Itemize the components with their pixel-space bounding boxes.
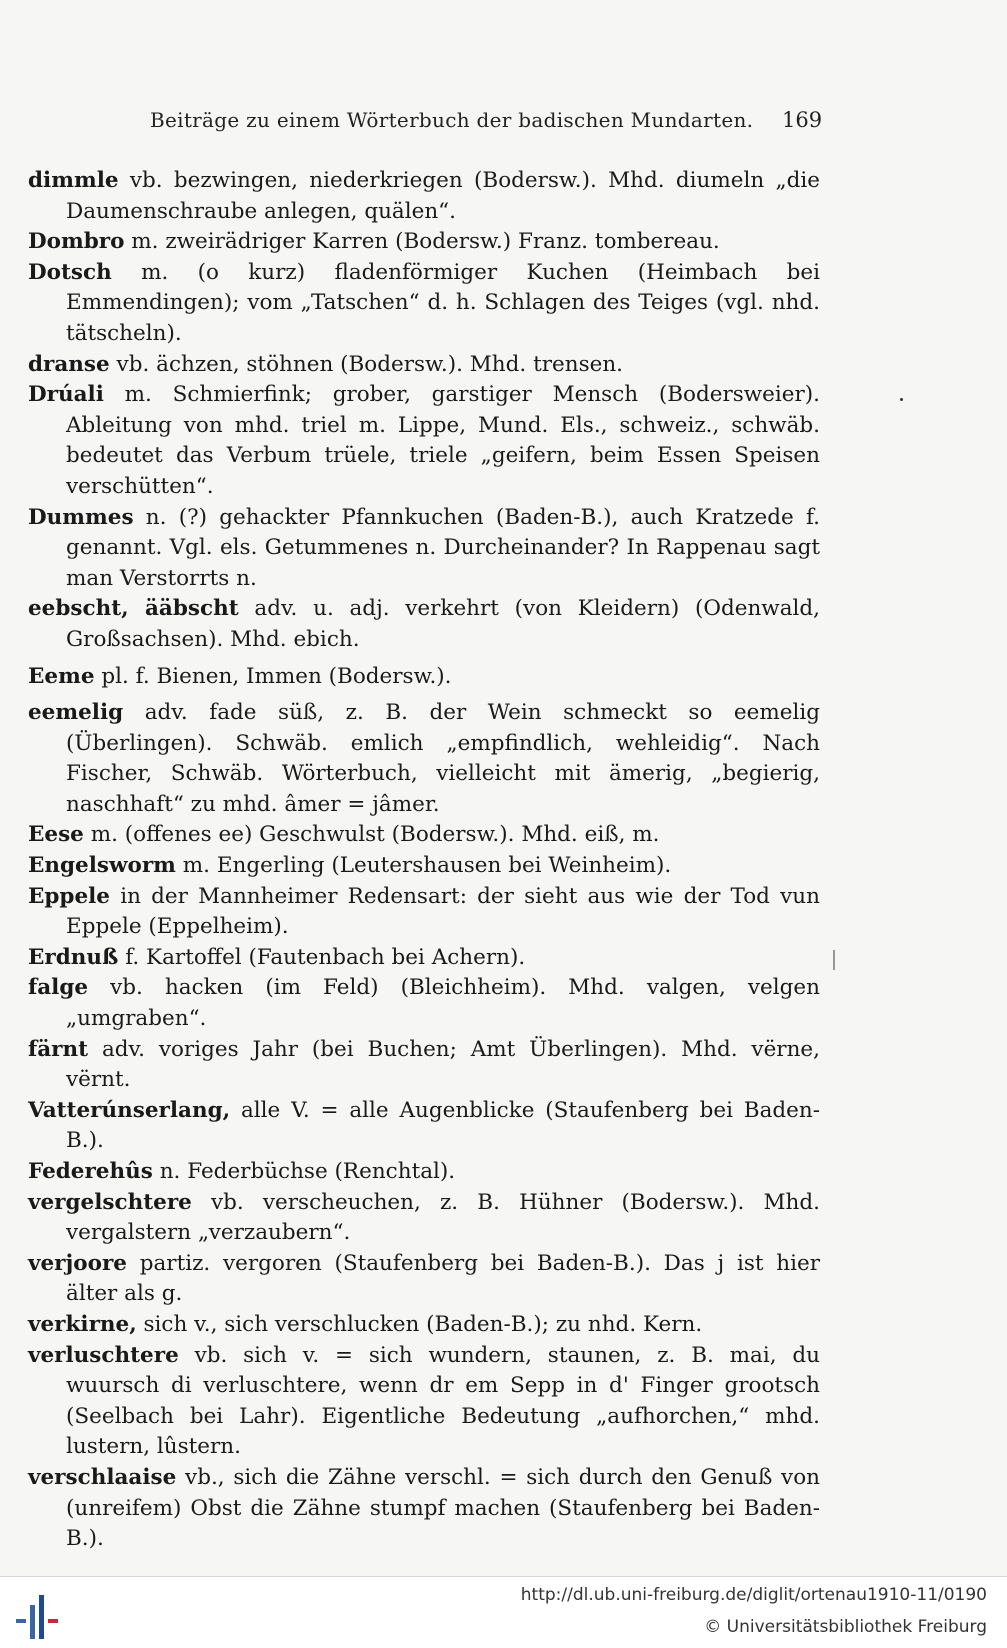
headword: vergelschtere (28, 1189, 192, 1215)
entry-text: vb. ächzen, stöhnen (Bodersw.). Mhd. trensen. (109, 351, 624, 377)
entry-text: adv. fade süß, z. B. der Wein schmeckt so eemelig (Überlingen). Schwäb. emlich „empfindlich, wehleidig“. Nach Fischer, Schwäb. Wörterbuch, vielleicht mit ämerig, „begierig, naschhaft“ zu mhd. âmer = jâmer. (66, 700, 820, 817)
dictionary-entry (28, 594, 820, 655)
headword: eemelig (28, 700, 124, 726)
entry-text: m. Schmierfink; grober, garstiger Mensch (Bodersweier). Ableitung von mhd. triel m. Lippe, Mund. Els., schweiz., schwäb. bedeutet das Verbum trüele, triele „geifern, beim Essen Speisen verschütten“. (66, 382, 820, 499)
headword: Dummes (28, 504, 134, 530)
headword: Dombro (28, 229, 125, 255)
dictionary-entry (28, 662, 820, 693)
dictionary-entry (28, 380, 820, 502)
dictionary-entry (28, 851, 820, 882)
dictionary-entry (28, 1157, 820, 1188)
headword: Vatterúnserlang, (28, 1097, 231, 1123)
entry-text: m. (offenes ee) Geschwulst (Bodersw.). Mhd. eiß, m. (83, 822, 660, 848)
dictionary-entry (28, 166, 820, 227)
dictionary-entry (28, 1035, 820, 1096)
headword: Engelsworm (28, 853, 176, 879)
entry-text: m. (o kurz) fladenförmiger Kuchen (Heimbach bei Emmendingen); vom „Tatschen“ d. h. Schlagen des Teiges (vgl. nhd. tätscheln). (66, 259, 820, 346)
dictionary-entry (28, 258, 820, 350)
scan-speck (900, 398, 903, 401)
headword: Eeme (28, 663, 95, 689)
dictionary-entries (28, 166, 820, 1555)
headword: Dotsch (28, 259, 112, 285)
entry-text: adv. u. adj. verkehrt (von Kleidern) (Odenwald, Großsachsen). Mhd. ebich. (66, 596, 820, 652)
dictionary-entry (28, 943, 820, 974)
entry-text: vb. sich v. = sich wundern, staunen, z. B. mai, du wuursch di verluschtere, wenn dr em Sepp in d' Finger grootsch (Seelbach bei Lahr). Eigentliche Bedeutung „aufhorchen,“ mhd. lustern, lûstern. (66, 1342, 820, 1460)
headword: verluschtere (28, 1342, 179, 1368)
entry-text: sich v., sich verschlucken (Baden-B.); zu nhd. Kern. (136, 1311, 703, 1337)
headword: Eppele (28, 883, 110, 909)
dictionary-entry (28, 1188, 820, 1249)
viewer-footer (0, 1576, 1007, 1648)
dictionary-entry (28, 820, 820, 851)
entry-text: in der Mannheimer Redensart: der sieht aus wie der Tod vun Eppele (Eppelheim). (66, 883, 820, 940)
running-title: Beiträge zu einem Wörterbuch der badischen Mundarten. (150, 108, 754, 132)
headword: Federehûs (28, 1159, 153, 1184)
source-url-link[interactable]: http://dl.ub.uni-freiburg.de/diglit/ortenau1910-11/0190 (520, 1585, 987, 1605)
entry-text: f. Kartoffel (Fautenbach bei Achern). (118, 944, 526, 970)
entry-text: pl. f. Bienen, Immen (Bodersw.). (94, 663, 452, 689)
dictionary-entry (28, 350, 820, 381)
headword: Drúali (28, 382, 104, 408)
entry-text: m. Engerling (Leutershausen bei Weinheim). (175, 853, 672, 879)
ub-freiburg-logo-icon (16, 1595, 64, 1639)
entry-text: n. (?) gehackter Pfannkuchen (Baden-B.), auch Kratzede f. genannt. Vgl. els. Getummenes n. Durcheinander? In Rappenau sagt man Verstorrts n. (66, 504, 820, 591)
headword: eebscht, ääbscht (28, 596, 239, 622)
entry-text: m. zweirädriger Karren (Bodersw.) Franz. tombereau. (124, 229, 720, 255)
entry-text: vb., sich die Zähne verschl. = sich durch den Genuß von (unreifem) Obst die Zähne stumpf machen (Staufenberg bei Baden-B.). (66, 1464, 820, 1552)
headword: dimmle (28, 168, 119, 193)
entry-text: partiz. vergoren (Staufenberg bei Baden-B.). Das j ist hier älter als g. (66, 1250, 820, 1307)
entry-text: vb. bezwingen, niederkriegen (Bodersw.). Mhd. diumeln „die Daumenschraube anlegen, quälen“. (66, 168, 820, 224)
dictionary-entry (28, 503, 820, 595)
dictionary-entry (28, 1096, 820, 1157)
copyright-notice: © Universitätsbibliothek Freiburg (704, 1617, 987, 1637)
headword: verschlaaise (28, 1464, 177, 1490)
dictionary-entry (28, 698, 820, 820)
headword: färnt (28, 1036, 89, 1062)
page-header (0, 108, 1007, 138)
headword: falge (28, 975, 89, 1001)
headword: Eese (28, 822, 84, 848)
dictionary-entry (28, 1249, 820, 1310)
entry-text: adv. voriges Jahr (bei Buchen; Amt Überlingen). Mhd. vërne, vërnt. (66, 1036, 820, 1093)
headword: verkirne, (28, 1311, 137, 1337)
scan-edge-mark (833, 950, 835, 970)
headword: verjoore (28, 1250, 127, 1276)
dictionary-entry (28, 1310, 820, 1341)
entry-text: vb. hacken (im Feld) (Bleichheim). Mhd. valgen, velgen „umgraben“. (66, 975, 820, 1032)
dictionary-entry (28, 1341, 820, 1463)
entry-text: alle V. = alle Augenblicke (Staufenberg bei Baden-B.). (66, 1097, 820, 1154)
dictionary-entry (28, 882, 820, 943)
dictionary-entry (28, 227, 820, 258)
entry-text: n. Federbüchse (Renchtal). (152, 1159, 456, 1184)
dictionary-entry (28, 1463, 820, 1555)
dictionary-entry (28, 973, 820, 1034)
entry-text: vb. verscheuchen, z. B. Hühner (Bodersw.). Mhd. vergalstern „verzaubern“. (66, 1189, 820, 1246)
page-number: 169 (782, 108, 823, 132)
headword: dranse (28, 351, 110, 377)
headword: Erdnuß (28, 944, 119, 970)
